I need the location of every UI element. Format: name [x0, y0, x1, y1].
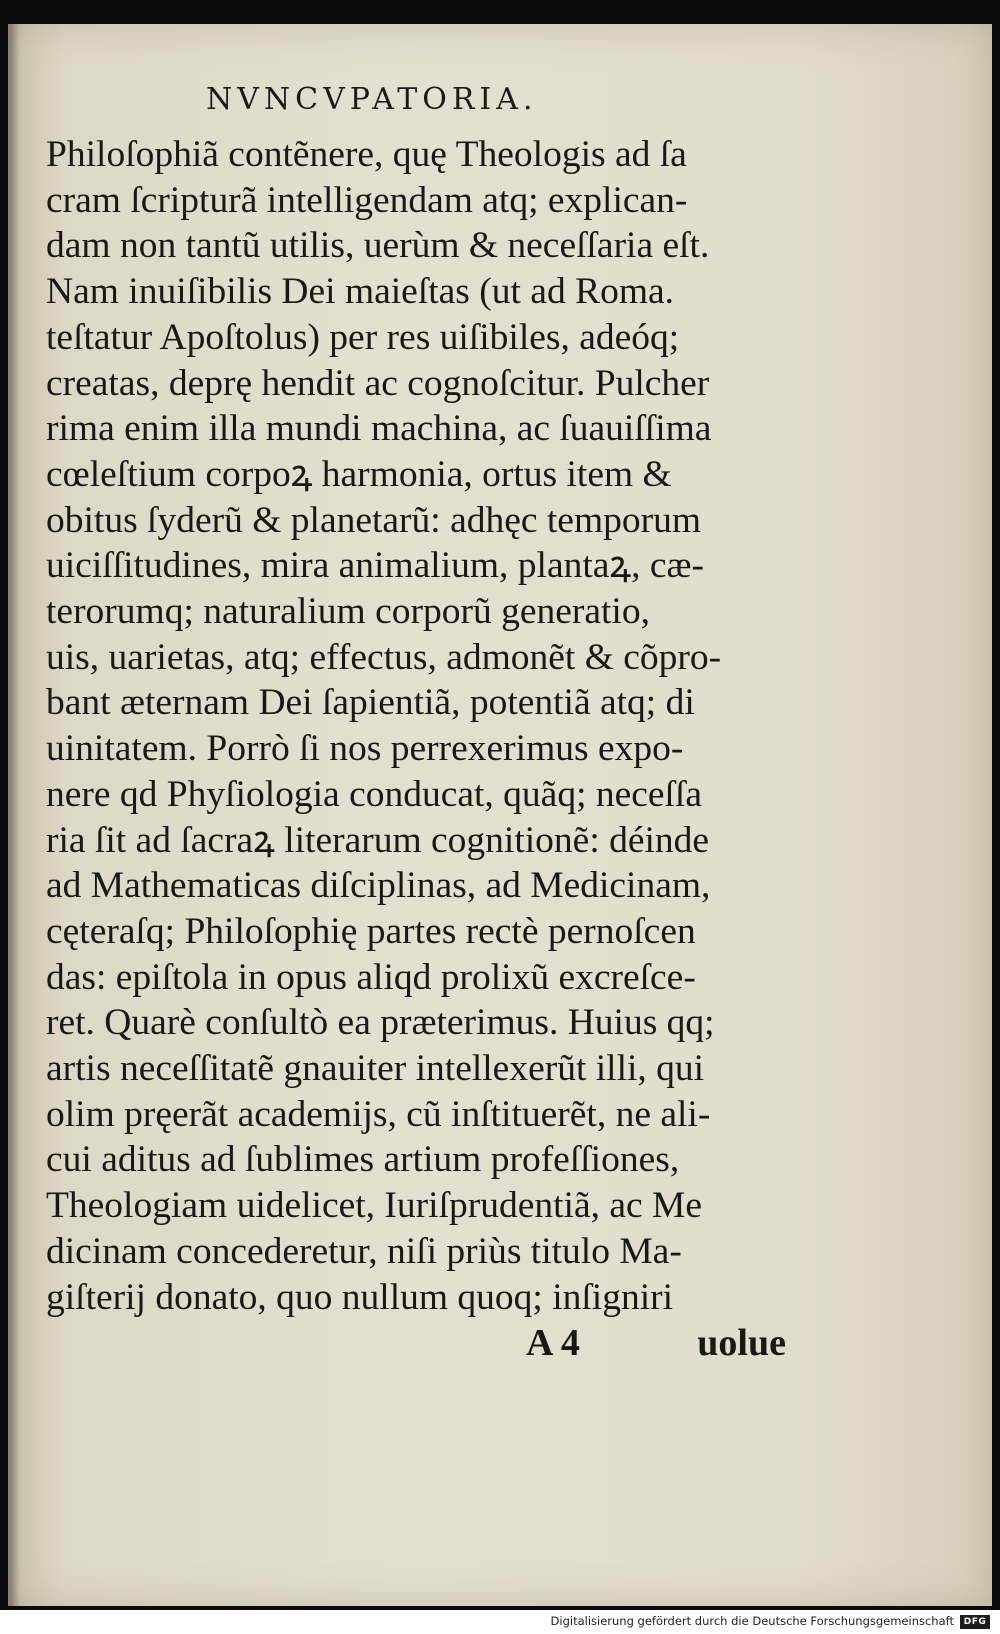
- text-line: dicinam concederetur, niſi priùs titulo Ma-: [46, 1230, 682, 1272]
- text-line: uiciſſitudines, mira animalium, plantaꝝ, cæ-: [46, 545, 704, 587]
- text-line: creatas, deprę hendit ac cognoſcitur. Pulcher: [46, 362, 710, 404]
- footer-credit: Digitalisierung gefördert durch die Deutsche Forschungsgemeinschaft: [550, 1614, 954, 1628]
- running-head: NVNCVPATORIA.: [206, 82, 538, 117]
- text-line: cœleſtium corpoꝝ harmonia, ortus item &: [46, 453, 672, 495]
- text-line: uinitatem. Porrò ſi nos perrexerimus expo-: [46, 728, 684, 770]
- text-line: rima enim illa mundi machina, ac ſuauiſſima: [46, 408, 712, 450]
- text-line: ret. Quarè conſultò ea præterimus. Huius qq;: [46, 1002, 715, 1044]
- signature-mark: A 4: [526, 1322, 580, 1364]
- body-text: [46, 132, 786, 1320]
- dfg-logo: DFG: [960, 1615, 990, 1629]
- text-line: olim pręerãt academijs, cũ inſtituerẽt, ne ali-: [46, 1093, 711, 1135]
- catchline: [46, 1321, 786, 1367]
- text-line: nere qd Phyſiologia conducat, quãq; neceſſa: [46, 773, 703, 815]
- text-line: ad Mathematicas diſciplinas, ad Medicinam,: [46, 865, 711, 907]
- text-line: cęteraſq; Philoſophię partes rectè pernoſcen: [46, 910, 696, 952]
- text-line: Philoſophiã contẽnere, quę Theologis ad ſa: [46, 134, 687, 175]
- text-line: ria ſit ad ſacraꝝ literarum cognitionẽ: déinde: [46, 819, 710, 861]
- text-line: teſtatur Apoſtolus) per res uiſibiles, adeóq;: [46, 316, 680, 358]
- text-line: artis neceſſitatẽ gnauiter intellexerũt illi, qui: [46, 1048, 705, 1090]
- text-line: dam non tantũ utilis, uerùm & neceſſaria eſt.: [46, 225, 710, 267]
- text-line: bant æternam Dei ſapientiã, potentiã atq; di: [46, 682, 695, 724]
- catchword: uolue: [697, 1322, 786, 1364]
- text-line: uis, uarietas, atq; effectus, admonẽt & cõpro-: [46, 636, 722, 678]
- text-line: cram ſcripturã intelligendam atq; explican-: [46, 179, 688, 221]
- text-line: Nam inuiſibilis Dei maieſtas (ut ad Roma.: [46, 271, 675, 313]
- text-line: cui aditus ad ſublimes artium profeſſiones,: [46, 1139, 680, 1181]
- text-line: obitus ſyderũ & planetarũ: adhęc temporum: [46, 499, 702, 541]
- text-line: giſterij donato, quo nullum quoq; inſigniri: [46, 1276, 674, 1318]
- text-line: das: epiſtola in opus aliqd prolixũ excreſce-: [46, 956, 696, 998]
- text-line: terorumq; naturalium corporũ generatio,: [46, 591, 650, 633]
- book-page: [8, 24, 992, 1606]
- text-line: Theologiam uidelicet, Iuriſprudentiã, ac Me: [46, 1185, 703, 1227]
- digitization-footer: [0, 1610, 1000, 1634]
